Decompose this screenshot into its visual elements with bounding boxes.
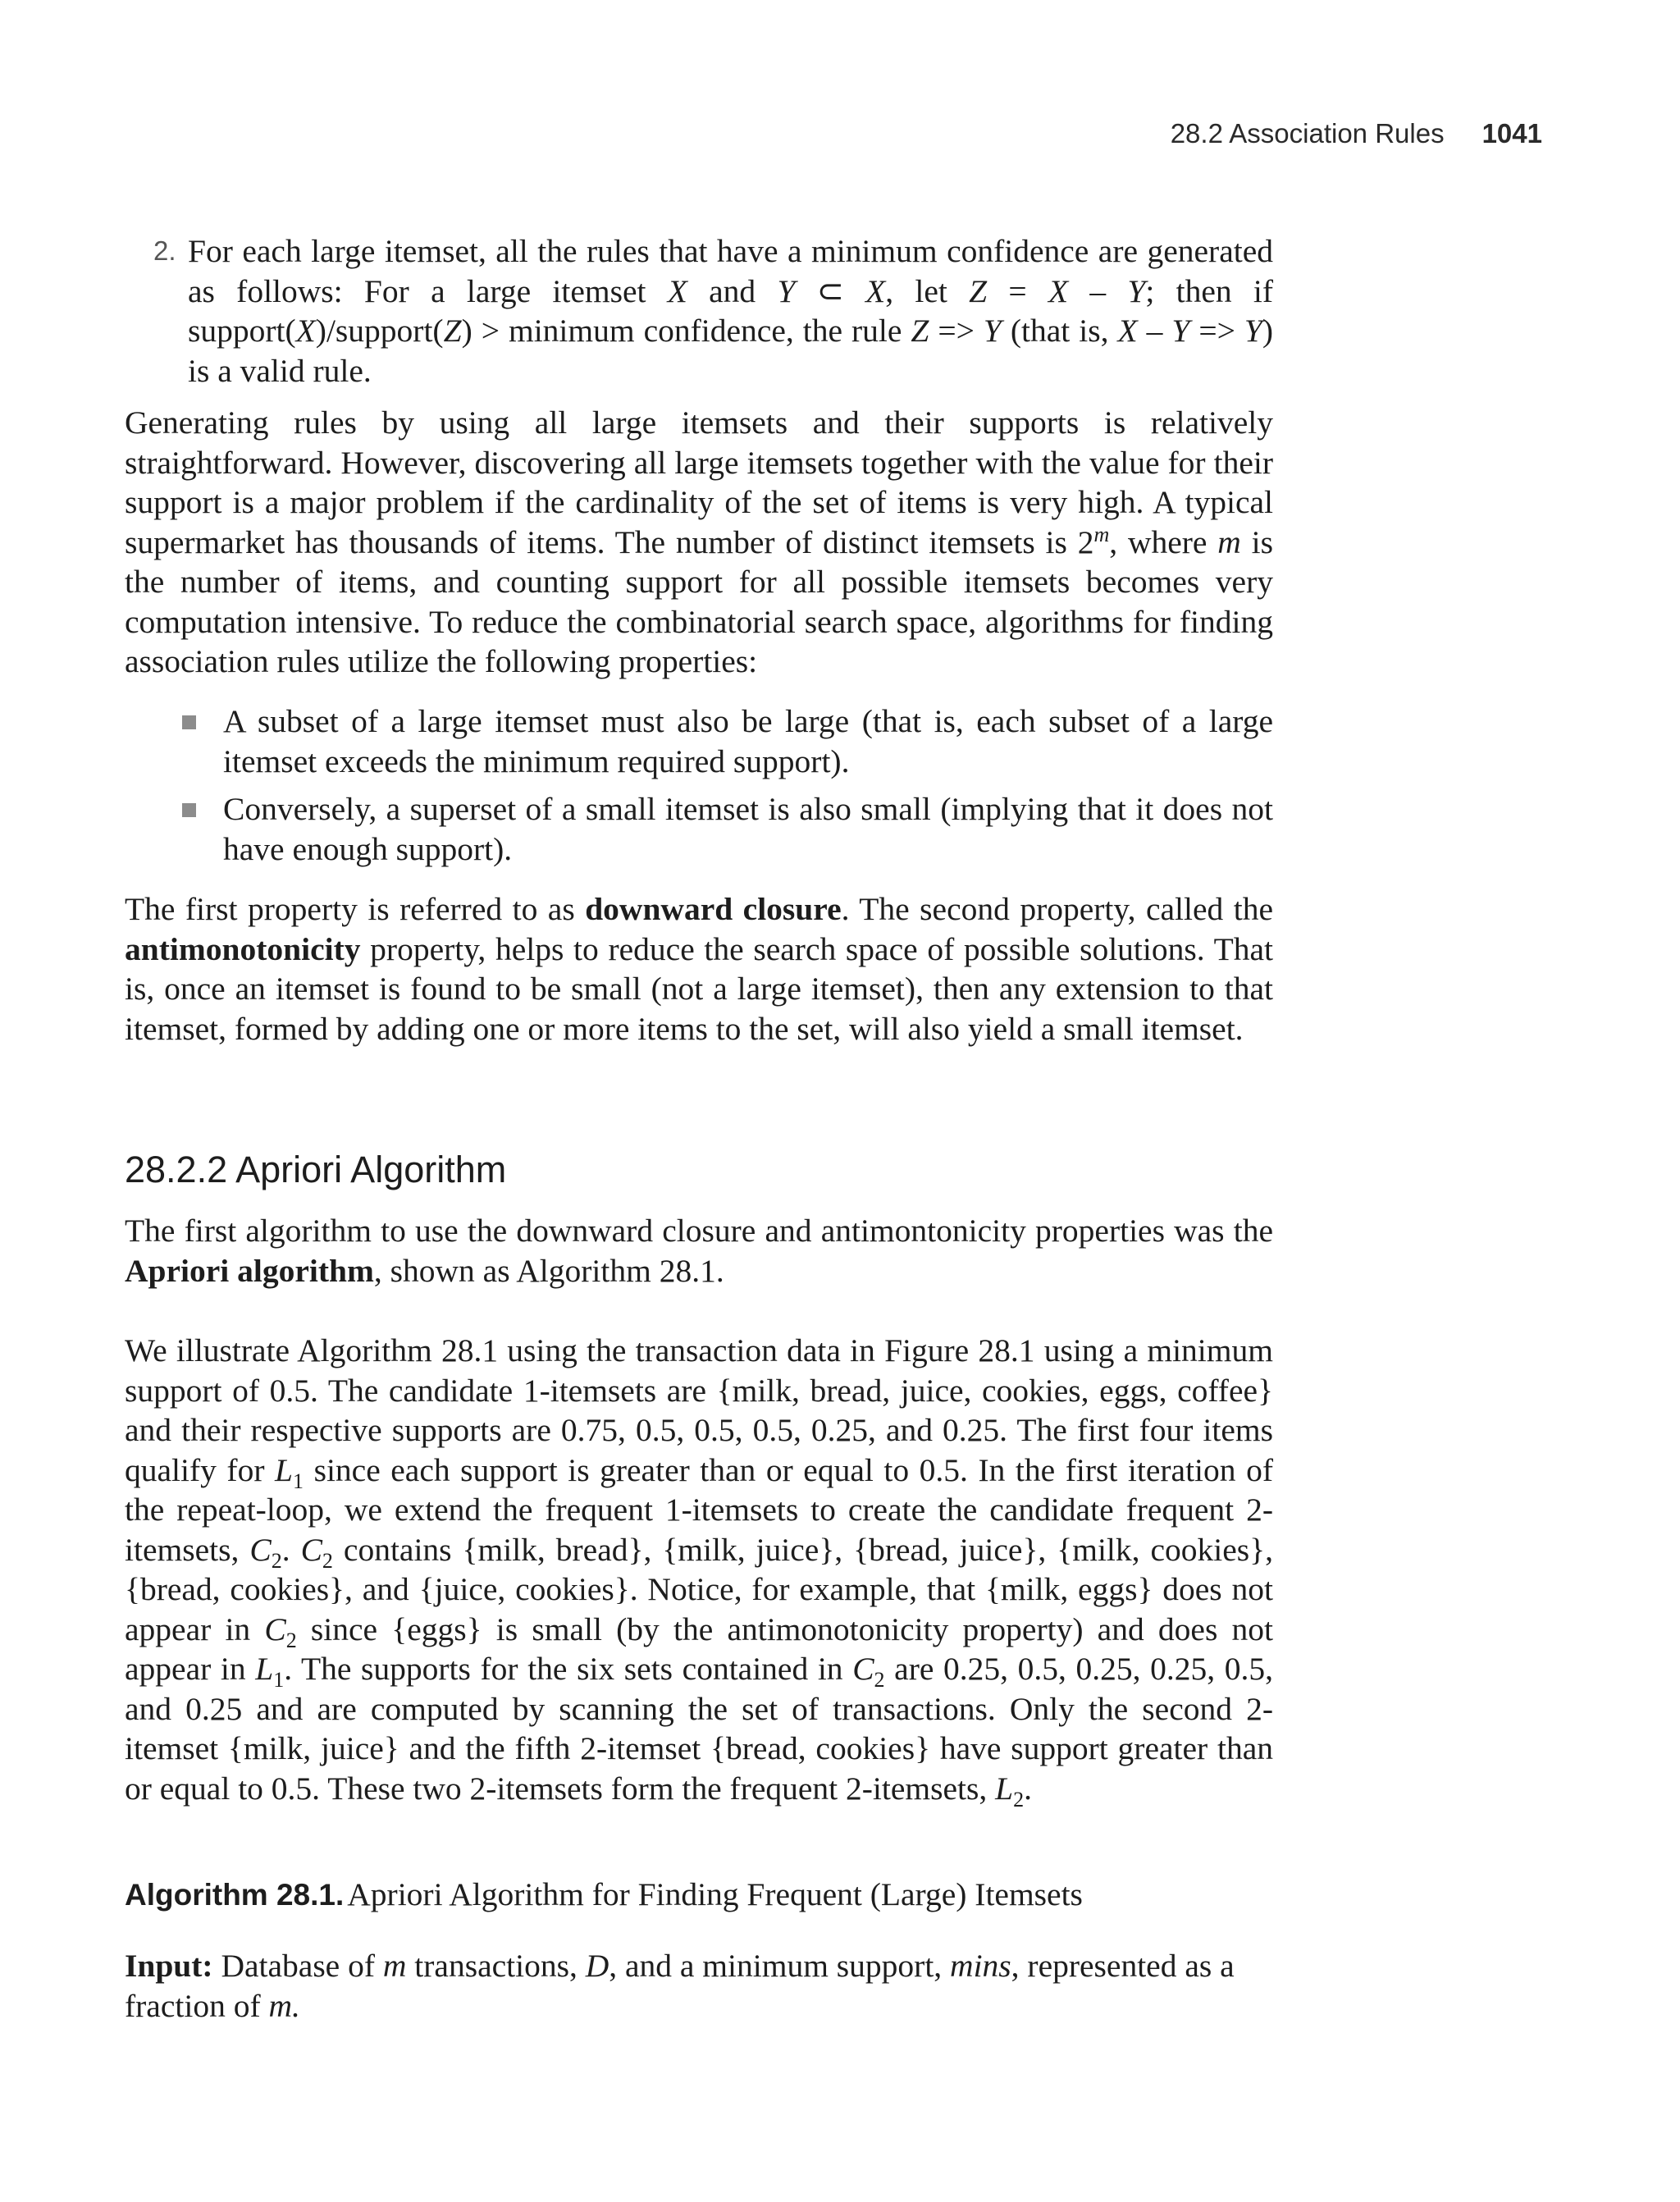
text-run: Database of xyxy=(212,1948,383,1984)
item-number: 2. xyxy=(153,235,176,266)
item-text: (that is, xyxy=(1001,313,1118,349)
var-m: m xyxy=(382,1948,407,1984)
text-run: since each support is greater than or equal to 0.5. In the first iteration of the repeat-loop, we extend the frequent 1-itemsets to create the candidate frequent 2-itemsets, xyxy=(125,1451,1273,1568)
text-run: contains {milk, bread}, {milk, juice}, {bread, juice}, {milk, cookies}, {bread, cookies}, and {juice, cookies}. Notice, for example, that {milk, eggs} does not appear in xyxy=(125,1531,1274,1647)
exponent-m: m xyxy=(1093,522,1110,546)
var-d: D xyxy=(585,1948,609,1984)
var-z: Z xyxy=(911,313,929,349)
term-downward-closure: downward closure xyxy=(585,891,842,927)
item-text: – xyxy=(1137,313,1172,349)
text-run: since {eggs} is small (by the antimonotonicity property) and does not appear in xyxy=(125,1610,1273,1687)
var-y: Y xyxy=(777,272,796,309)
item-text: => xyxy=(1189,313,1244,349)
section-heading: 28.2.2 Apriori Algorithm xyxy=(125,1149,507,1190)
item-text: – xyxy=(1068,272,1128,309)
page-number: 1041 xyxy=(1481,118,1542,148)
text-run: , where xyxy=(1109,523,1218,560)
bullet-text: A subset of a large itemset must also be large (that is, each subset of a large itemset exceeds the minimum required support). xyxy=(223,703,1273,779)
var-x: X xyxy=(667,272,687,309)
var-mins: mins xyxy=(950,1948,1011,1984)
text-run: is the number of items, and counting support for all possible itemsets becomes very computation intensive. To reduce the combinatorial search space, algorithms for finding association rules utilize the following properties: xyxy=(125,523,1273,679)
text-run: The first property is referred to as xyxy=(125,891,586,927)
item-text: ; then if support( xyxy=(188,272,1273,349)
algorithm-label: Algorithm 28.1. xyxy=(125,1878,345,1912)
text-run: . xyxy=(281,1531,301,1568)
var-x: X xyxy=(1048,272,1069,309)
subscript: 1 xyxy=(273,1668,285,1692)
var-c2: C xyxy=(249,1531,272,1568)
square-bullet-icon xyxy=(182,715,196,729)
item-text: For each large itemset, all the rules that have a minimum confidence are generated as follows: For a large itemset xyxy=(188,233,1273,309)
var-y: Y xyxy=(1244,313,1262,349)
subset-symbol: ⊂ xyxy=(795,272,866,309)
var-c2: C xyxy=(264,1610,286,1647)
bullet-item xyxy=(223,789,1273,869)
bullet-text: Conversely, a superset of a small itemset is also small (implying that it does not have enough support). xyxy=(223,791,1273,867)
paragraph-large-itemsets xyxy=(125,403,1273,682)
text-run: Generating rules by using all large itemsets and their supports is relatively straightforward. However, discovering all large itemsets together with the value for their support is a major problem if the cardinality of the set of items is very high. A typical supermarket has thousands of items. The number of distinct itemsets is 2 xyxy=(125,404,1273,560)
var-c2: C xyxy=(852,1651,874,1687)
paragraph-properties xyxy=(125,889,1273,1048)
var-y: Y xyxy=(1127,272,1146,309)
text-run: . The second property, called the xyxy=(841,891,1273,927)
var-l1: L xyxy=(255,1651,274,1687)
var-m: m. xyxy=(268,1987,300,2024)
var-x: X xyxy=(295,313,316,349)
var-z: Z xyxy=(443,313,462,349)
item-text: = xyxy=(987,272,1048,309)
item-text: ) > minimum confidence, the rule xyxy=(461,313,911,349)
algorithm-title: Apriori Algorithm for Finding Frequent (Large) Itemsets xyxy=(347,1876,1083,1912)
header-section-title: 28.2 Association Rules xyxy=(1170,118,1445,148)
subscript: 2 xyxy=(271,1548,282,1573)
text-run: . xyxy=(1024,1770,1032,1807)
text-run: are 0.25, 0.5, 0.25, 0.25, 0.5, and 0.25 and are computed by scanning the set of transactions. Only the second 2-itemset {milk, juice} and the fifth 2-itemset {bread, cookies} have support greater than or equal to 0.5. These two 2-itemsets form the frequent 2-itemsets, xyxy=(125,1651,1274,1807)
text-run: , shown as Algorithm 28.1. xyxy=(373,1252,724,1289)
var-x: X xyxy=(865,272,886,309)
square-bullet-icon xyxy=(182,803,196,817)
text-run: , and a minimum support, xyxy=(609,1948,951,1984)
term-apriori-algorithm: Apriori algorithm xyxy=(125,1252,374,1289)
item-text: => xyxy=(929,313,984,349)
subscript: 2 xyxy=(322,1548,333,1573)
running-header xyxy=(1171,118,1542,149)
var-m: m xyxy=(1217,523,1241,560)
algorithm-input xyxy=(125,1946,1273,2026)
item-text: ) is a valid rule. xyxy=(188,313,1273,389)
term-antimonotonicity: antimonotonicity xyxy=(125,930,361,967)
subscript: 2 xyxy=(285,1628,297,1652)
text-run: The first algorithm to use the downward closure and antimontonicity properties was the xyxy=(125,1213,1273,1249)
item-text: and xyxy=(687,272,778,309)
var-l1: L xyxy=(275,1451,294,1488)
text-run: . The supports for the six sets contained in xyxy=(284,1651,853,1687)
algorithm-caption xyxy=(125,1875,1273,1913)
subscript: 2 xyxy=(874,1668,885,1692)
paragraph-example xyxy=(125,1331,1274,1811)
input-label: Input: xyxy=(125,1948,213,1984)
subscript: 2 xyxy=(1013,1787,1025,1811)
bullet-item xyxy=(223,701,1273,781)
var-z: Z xyxy=(969,272,988,309)
text-run: property, helps to reduce the search space of possible solutions. That is, once an itemset is found to be small (not a large itemset), then any extension to that itemset, formed by adding one or more items to the set, will also yield a small itemset. xyxy=(125,930,1273,1047)
paragraph-apriori-intro xyxy=(125,1211,1273,1291)
var-c2: C xyxy=(300,1531,322,1568)
text-run: , represented as a fraction of xyxy=(125,1948,1235,2024)
var-x: X xyxy=(1117,313,1138,349)
numbered-item-2 xyxy=(153,231,1273,391)
var-y: Y xyxy=(1171,313,1190,349)
subscript: 1 xyxy=(293,1469,304,1493)
text-run: transactions, xyxy=(406,1948,586,1984)
item-text: )/support( xyxy=(315,313,444,349)
text-run: We illustrate Algorithm 28.1 using the transaction data in Figure 28.1 using a minimum support of 0.5. The candidate 1-itemsets are {milk, bread, juice, cookies, eggs, coffee} and their respective supports are 0.75, 0.5, 0.5, 0.5, 0.25, and 0.25. The first four items qualify for xyxy=(125,1332,1273,1488)
var-y: Y xyxy=(983,313,1002,349)
var-l2: L xyxy=(995,1770,1014,1807)
item-text: , let xyxy=(885,272,970,309)
